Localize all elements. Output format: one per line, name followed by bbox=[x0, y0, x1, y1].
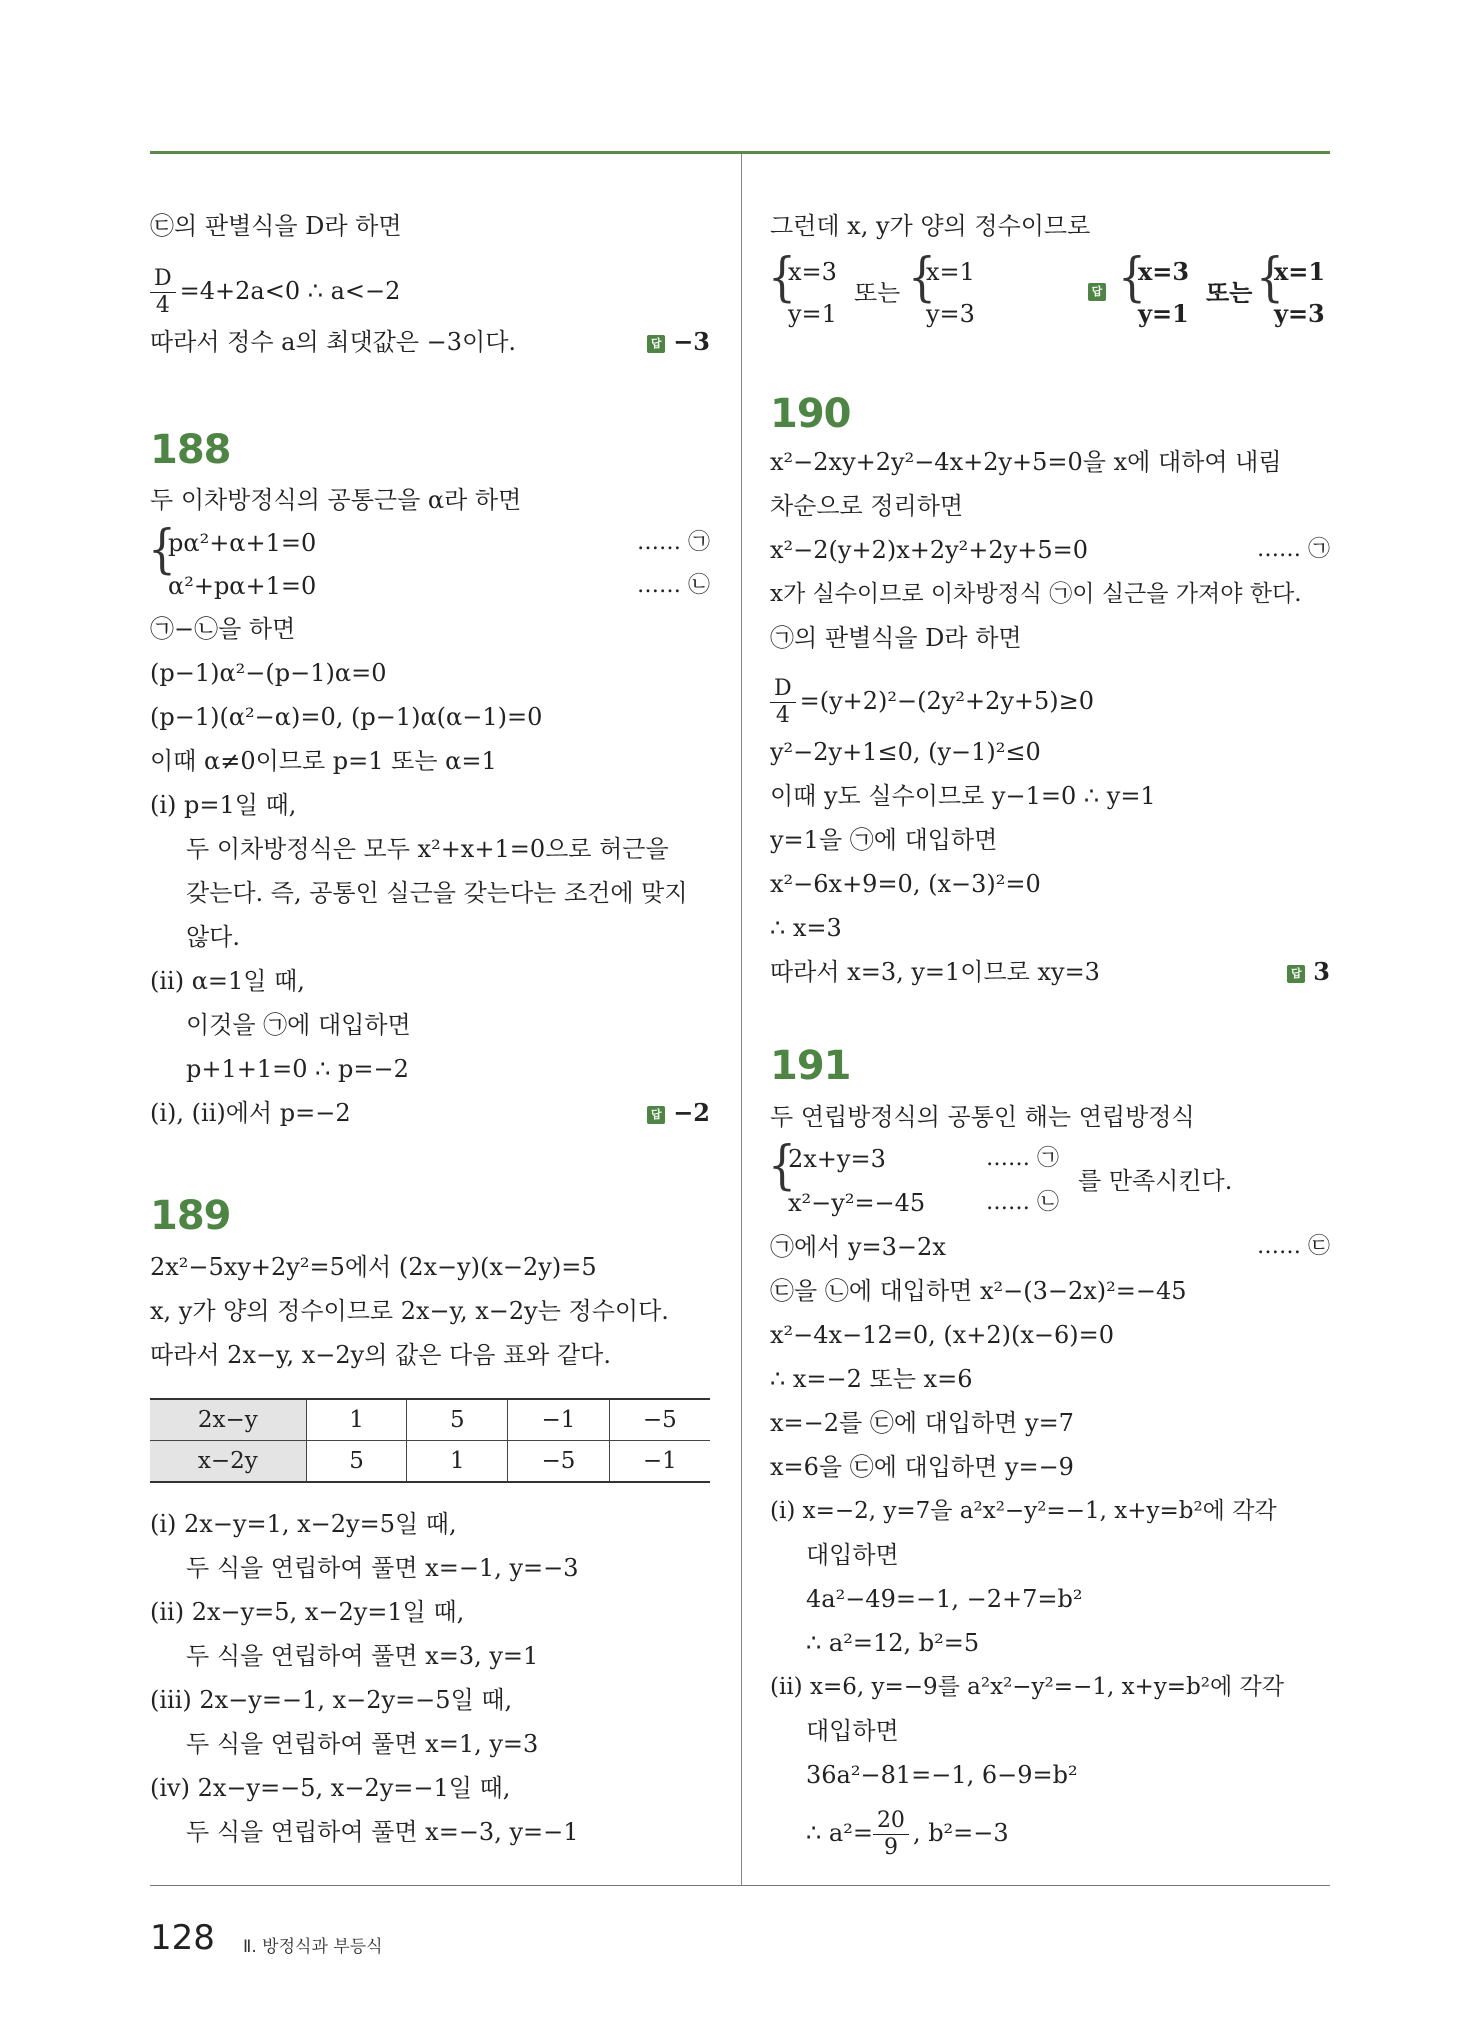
text-line: pα²+α+1=0 bbox=[168, 529, 317, 557]
text-line: ㉠−㉡을 하면 bbox=[150, 615, 296, 643]
fraction: $\frac{D}{4}$ bbox=[150, 266, 176, 319]
text-line: 대입하면 bbox=[806, 1717, 899, 1745]
table-row bbox=[150, 1441, 710, 1483]
text-line: y=1 bbox=[1138, 299, 1189, 328]
answer-badge-icon: 답 bbox=[1088, 281, 1114, 301]
text-line: x, y가 양의 정수이므로 2x−y, x−2y는 정수이다. bbox=[150, 1297, 669, 1325]
text-line: x²−y²=−45 bbox=[788, 1189, 926, 1217]
text-line: x²−6x+9=0, (x−3)²=0 bbox=[770, 870, 1041, 898]
answer-badge-icon: 답 bbox=[647, 335, 665, 353]
text-line: 두 식을 연립하여 풀면 x=−1, y=−3 bbox=[186, 1554, 579, 1582]
text-line: y=1 bbox=[788, 300, 837, 328]
problem-number: 189 bbox=[150, 1193, 231, 1239]
table-cell: −1 bbox=[609, 1441, 710, 1483]
text-line: $\frac{D}{4}$ =4+2a<0 ∴ a<−2 bbox=[150, 266, 400, 319]
text-line: x=1 bbox=[926, 258, 975, 286]
text-line: α²+pα+1=0 bbox=[168, 572, 317, 600]
table-header-cell: x−2y bbox=[150, 1441, 306, 1483]
answer-badge-icon: 답 bbox=[647, 1106, 665, 1124]
text-line: x²−4x−12=0, (x+2)(x−6)=0 bbox=[770, 1321, 1115, 1349]
brace-icon: { bbox=[1118, 247, 1146, 309]
text-line: (p−1)(α²−α)=0, (p−1)α(α−1)=0 bbox=[150, 703, 543, 731]
text-line: ㉠에서 y=3−2x bbox=[770, 1233, 946, 1261]
fraction: $\frac{D}{4}$ bbox=[770, 676, 796, 729]
text-line: 2x²−5xy+2y²=5에서 (2x−y)(x−2y)=5 bbox=[150, 1253, 597, 1281]
brace-icon: { bbox=[908, 247, 936, 309]
text-line: $\frac{D}{4}$ =(y+2)²−(2y²+2y+5)≥0 bbox=[770, 676, 1094, 729]
text-line: 따라서 2x−y, x−2y의 값은 다음 표와 같다. bbox=[150, 1341, 611, 1369]
text-line: 대입하면 bbox=[806, 1541, 899, 1569]
text-line: (ii) x=6, y=−9를 a²x²−y²=−1, x+y=b²에 각각 bbox=[770, 1674, 1284, 1700]
text-line: (ii) α=1일 때, bbox=[150, 967, 305, 995]
equation-tag: …… ㉠ bbox=[637, 530, 710, 555]
text-line: 또는 bbox=[1206, 278, 1253, 307]
top-rule bbox=[150, 151, 1330, 154]
text-line: 4a²−49=−1, −2+7=b² bbox=[806, 1585, 1083, 1613]
text-line: y=3 bbox=[1274, 299, 1325, 328]
text-line: x=3 bbox=[788, 258, 837, 286]
column-divider bbox=[741, 154, 742, 1886]
equation-tag: …… ㉡ bbox=[986, 1190, 1059, 1215]
text-line: (iii) 2x−y=−1, x−2y=−5일 때, bbox=[150, 1686, 513, 1714]
text-line: 2x+y=3 bbox=[788, 1145, 886, 1173]
text-line: x가 실수이므로 이차방정식 ㉠이 실근을 가져야 한다. bbox=[770, 581, 1302, 607]
text-line: x=−2를 ㉢에 대입하면 y=7 bbox=[770, 1409, 1074, 1437]
text-line: 또는 bbox=[854, 279, 901, 307]
text-line: (ii) 2x−y=5, x−2y=1일 때, bbox=[150, 1598, 465, 1626]
text-line: ∴ x=−2 또는 x=6 bbox=[770, 1365, 973, 1393]
text-line: x=3 bbox=[1138, 257, 1190, 286]
brace-icon: { bbox=[1256, 247, 1284, 309]
text-line: ∴ a²=12, b²=5 bbox=[806, 1629, 980, 1657]
text-line: (i), (ii)에서 p=−2 bbox=[150, 1099, 351, 1127]
text-line: x²−2xy+2y²−4x+2y+5=0을 x에 대하여 내림 bbox=[770, 448, 1282, 476]
brace-icon: { bbox=[148, 519, 176, 581]
text-line: 두 식을 연립하여 풀면 x=1, y=3 bbox=[186, 1730, 539, 1758]
text-line: x=1 bbox=[1274, 257, 1326, 286]
table-header-cell: 2x−y bbox=[150, 1399, 306, 1441]
text-line: 두 연립방정식의 공통인 해는 연립방정식 bbox=[770, 1103, 1195, 1131]
text-line: (i) p=1일 때, bbox=[150, 791, 297, 819]
text-line: 이때 α≠0이므로 p=1 또는 α=1 bbox=[150, 747, 497, 775]
value-table bbox=[150, 1398, 710, 1483]
equation-tag: …… ㉠ bbox=[1257, 537, 1330, 562]
text-line: 따라서 정수 a의 최댓값은 −3이다. bbox=[150, 328, 517, 356]
text-line: ㉠의 판별식을 D라 하면 bbox=[770, 624, 1022, 652]
text-line: 두 식을 연립하여 풀면 x=3, y=1 bbox=[186, 1642, 539, 1670]
text-line: 그런데 x, y가 양의 정수이므로 bbox=[770, 212, 1091, 240]
chapter-title: Ⅱ. 방정식과 부등식 bbox=[243, 1937, 383, 1957]
text-line: ∴ a²= $\frac{20}{9}$ , b²=−3 bbox=[806, 1808, 1009, 1860]
equation-tag: …… ㉢ bbox=[1257, 1234, 1330, 1259]
table-cell: −5 bbox=[609, 1399, 710, 1441]
text-line: 를 만족시킨다. bbox=[1078, 1167, 1233, 1195]
text-line: y²−2y+1≤0, (y−1)²≤0 bbox=[770, 738, 1041, 766]
answer-mark: 답 3 bbox=[1287, 956, 1330, 988]
text-line: 두 이차방정식의 공통근을 α라 하면 bbox=[150, 486, 522, 514]
text-line: y=1을 ㉠에 대입하면 bbox=[770, 826, 998, 854]
text-line: 두 이차방정식은 모두 x²+x+1=0으로 허근을 bbox=[186, 835, 669, 863]
text-line: 차순으로 정리하면 bbox=[770, 492, 964, 520]
text-line: 두 식을 연립하여 풀면 x=−3, y=−1 bbox=[186, 1818, 579, 1846]
text-line: ∴ x=3 bbox=[770, 914, 842, 942]
equation-tag: …… ㉠ bbox=[986, 1146, 1059, 1171]
text-line: 갖는다. 즉, 공통인 실근을 갖는다는 조건에 맞지 bbox=[186, 879, 688, 907]
problem-number: 188 bbox=[150, 427, 231, 473]
bottom-rule bbox=[150, 1885, 1330, 1886]
text-line: x²−2(y+2)x+2y²+2y+5=0 bbox=[770, 536, 1088, 564]
text-line: 따라서 x=3, y=1이므로 xy=3 bbox=[770, 958, 1100, 986]
answer-badge-icon: 답 bbox=[1287, 965, 1305, 983]
text-line: 36a²−81=−1, 6−9=b² bbox=[806, 1761, 1078, 1789]
text-line: 이것을 ㉠에 대입하면 bbox=[186, 1011, 411, 1039]
table-cell: 5 bbox=[306, 1441, 407, 1483]
text-line: (i) 2x−y=1, x−2y=5일 때, bbox=[150, 1510, 457, 1538]
text-line: ㉢의 판별식을 D라 하면 bbox=[150, 212, 402, 240]
text-line: 이때 y도 실수이므로 y−1=0 ∴ y=1 bbox=[770, 782, 1156, 810]
text-line: (iv) 2x−y=−5, x−2y=−1일 때, bbox=[150, 1774, 511, 1802]
text-line: p+1+1=0 ∴ p=−2 bbox=[186, 1055, 409, 1083]
text-line: y=3 bbox=[926, 300, 975, 328]
brace-icon: { bbox=[768, 1135, 796, 1197]
text-line: (p−1)α²−(p−1)α=0 bbox=[150, 659, 387, 687]
text-line: ㉢을 ㉡에 대입하면 x²−(3−2x)²=−45 bbox=[770, 1277, 1187, 1305]
answer-mark: 답 −2 bbox=[647, 1097, 710, 1129]
brace-icon: { bbox=[768, 247, 796, 309]
table-cell: −1 bbox=[508, 1399, 609, 1441]
table-cell: 5 bbox=[407, 1399, 508, 1441]
table-cell: 1 bbox=[306, 1399, 407, 1441]
page-number: 128 bbox=[150, 1918, 215, 1958]
equation-tag: …… ㉡ bbox=[637, 573, 710, 598]
problem-number: 191 bbox=[770, 1043, 851, 1089]
text-line: 않다. bbox=[186, 923, 240, 951]
table-row bbox=[150, 1399, 710, 1441]
table-cell: 1 bbox=[407, 1441, 508, 1483]
text-line: x=6을 ㉢에 대입하면 y=−9 bbox=[770, 1453, 1074, 1481]
text-line: (i) x=−2, y=7을 a²x²−y²=−1, x+y=b²에 각각 bbox=[770, 1498, 1277, 1524]
table-cell: −5 bbox=[508, 1441, 609, 1483]
fraction: $\frac{20}{9}$ bbox=[873, 1808, 909, 1861]
problem-number: 190 bbox=[770, 391, 851, 437]
answer-mark: 답 −3 bbox=[647, 326, 710, 358]
